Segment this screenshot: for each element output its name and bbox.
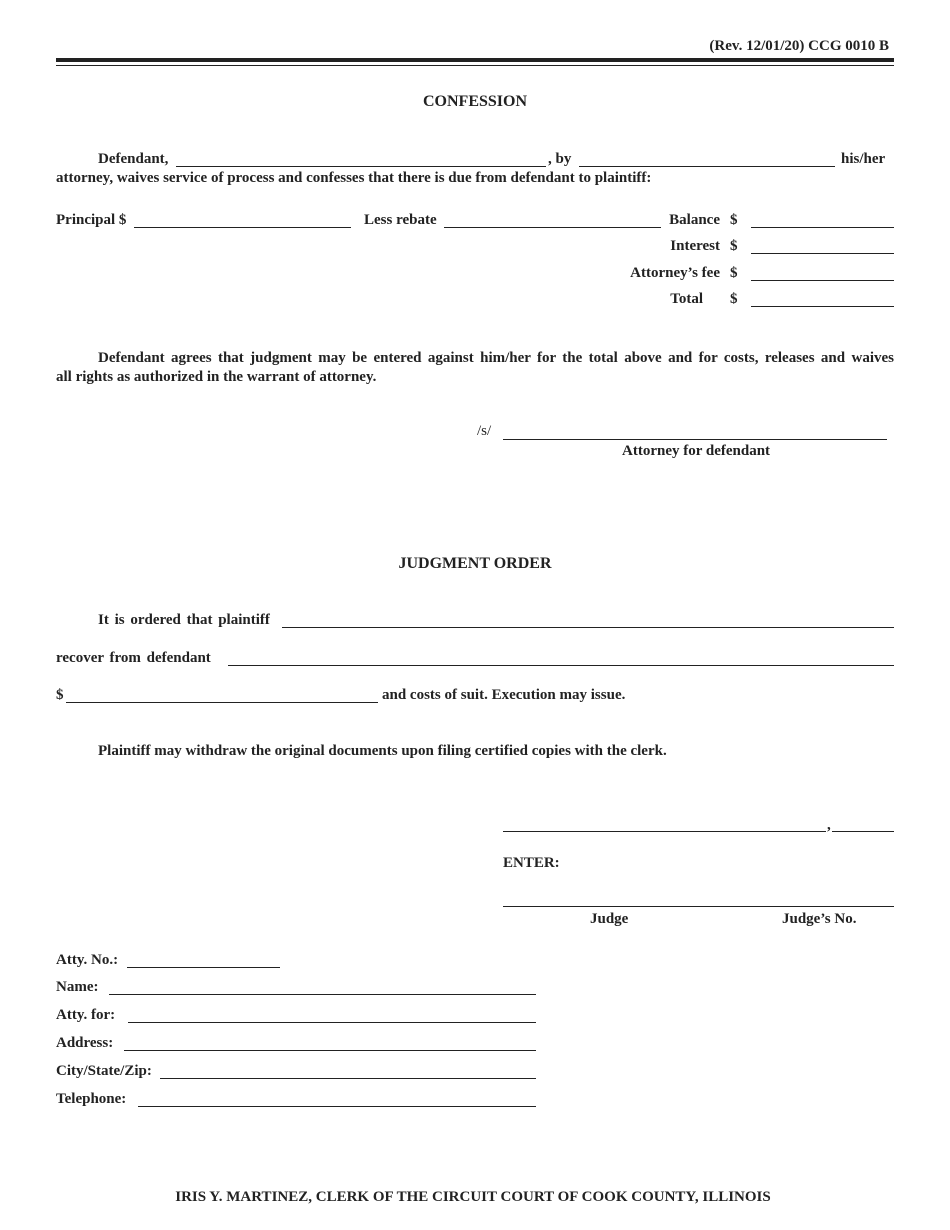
- withdraw-text: Plaintiff may withdraw the original documents upon filing certified copies with the clerk.: [98, 743, 667, 759]
- judge-signature-field[interactable]: [503, 906, 894, 907]
- clerk-footer: IRIS Y. MARTINEZ, CLERK OF THE CIRCUIT COURT OF COOK COUNTY, ILLINOIS: [175, 1189, 771, 1205]
- date-comma: ,: [827, 817, 831, 833]
- defendant-attorney-field[interactable]: [579, 166, 835, 167]
- judge-no-label: Judge’s No.: [782, 911, 857, 927]
- total-dollar: $: [730, 291, 738, 307]
- attorney-signature-field[interactable]: [503, 439, 887, 440]
- ordered-label: It is ordered that plaintiff: [98, 612, 270, 628]
- plaintiff-field[interactable]: [282, 627, 894, 628]
- interest-label: Interest: [670, 238, 720, 254]
- less-rebate-label: Less rebate: [364, 212, 437, 228]
- city-state-zip-label: City/State/Zip:: [56, 1063, 152, 1079]
- enter-label: ENTER:: [503, 855, 560, 871]
- year-field[interactable]: [832, 831, 894, 832]
- atty-no-label: Atty. No.:: [56, 952, 119, 968]
- balance-label: Balance: [669, 212, 720, 228]
- less-rebate-field[interactable]: [444, 227, 661, 228]
- date-field[interactable]: [503, 831, 826, 832]
- atty-no-field[interactable]: [127, 967, 280, 968]
- judgment-dollar: $: [56, 687, 64, 703]
- attorney-signature-caption: Attorney for defendant: [622, 443, 771, 459]
- address-label: Address:: [56, 1035, 114, 1051]
- his-her-label: his/her: [841, 151, 886, 167]
- waiver-text: attorney, waives service of process and confesses that there is due from defendant to plaintiff:: [56, 170, 652, 186]
- principal-field[interactable]: [134, 227, 351, 228]
- costs-text: and costs of suit. Execution may issue.: [382, 687, 626, 703]
- defendant-name-field[interactable]: [176, 166, 546, 167]
- atty-for-field[interactable]: [128, 1022, 536, 1023]
- principal-label: Principal $: [56, 212, 127, 228]
- header-rule-thick: [56, 58, 894, 62]
- agreement-text-line2: all rights as authorized in the warrant of attorney.: [56, 369, 377, 385]
- agreement-text-line1: Defendant agrees that judgment may be entered against him/her for the total above and for costs, releases and waives: [98, 350, 894, 366]
- interest-field[interactable]: [751, 253, 894, 254]
- recover-label: recover from defendant: [56, 650, 211, 666]
- by-label: , by: [548, 151, 572, 167]
- balance-field[interactable]: [751, 227, 894, 228]
- attorney-fee-dollar: $: [730, 265, 738, 281]
- total-label: Total: [670, 291, 703, 307]
- confession-title: CONFESSION: [422, 93, 528, 110]
- address-field[interactable]: [124, 1050, 536, 1051]
- attorney-fee-field[interactable]: [751, 280, 894, 281]
- judge-label: Judge: [590, 911, 629, 927]
- defendant-label: Defendant,: [98, 151, 169, 167]
- header-rule-thin: [56, 65, 894, 66]
- balance-dollar: $: [730, 212, 738, 228]
- atty-for-label: Atty. for:: [56, 1007, 116, 1023]
- attorney-fee-label: Attorney’s fee: [630, 265, 720, 281]
- judgment-order-title: JUDGMENT ORDER: [398, 555, 552, 572]
- interest-dollar: $: [730, 238, 738, 254]
- name-label: Name:: [56, 979, 99, 995]
- total-field[interactable]: [751, 306, 894, 307]
- defendant-recover-field[interactable]: [228, 665, 894, 666]
- city-state-zip-field[interactable]: [160, 1078, 536, 1079]
- form-revision: (Rev. 12/01/20) CCG 0010 B: [709, 38, 889, 54]
- telephone-field[interactable]: [138, 1106, 536, 1107]
- signature-prefix: /s/: [477, 423, 492, 439]
- name-field[interactable]: [109, 994, 536, 995]
- judgment-amount-field[interactable]: [66, 702, 378, 703]
- telephone-label: Telephone:: [56, 1091, 127, 1107]
